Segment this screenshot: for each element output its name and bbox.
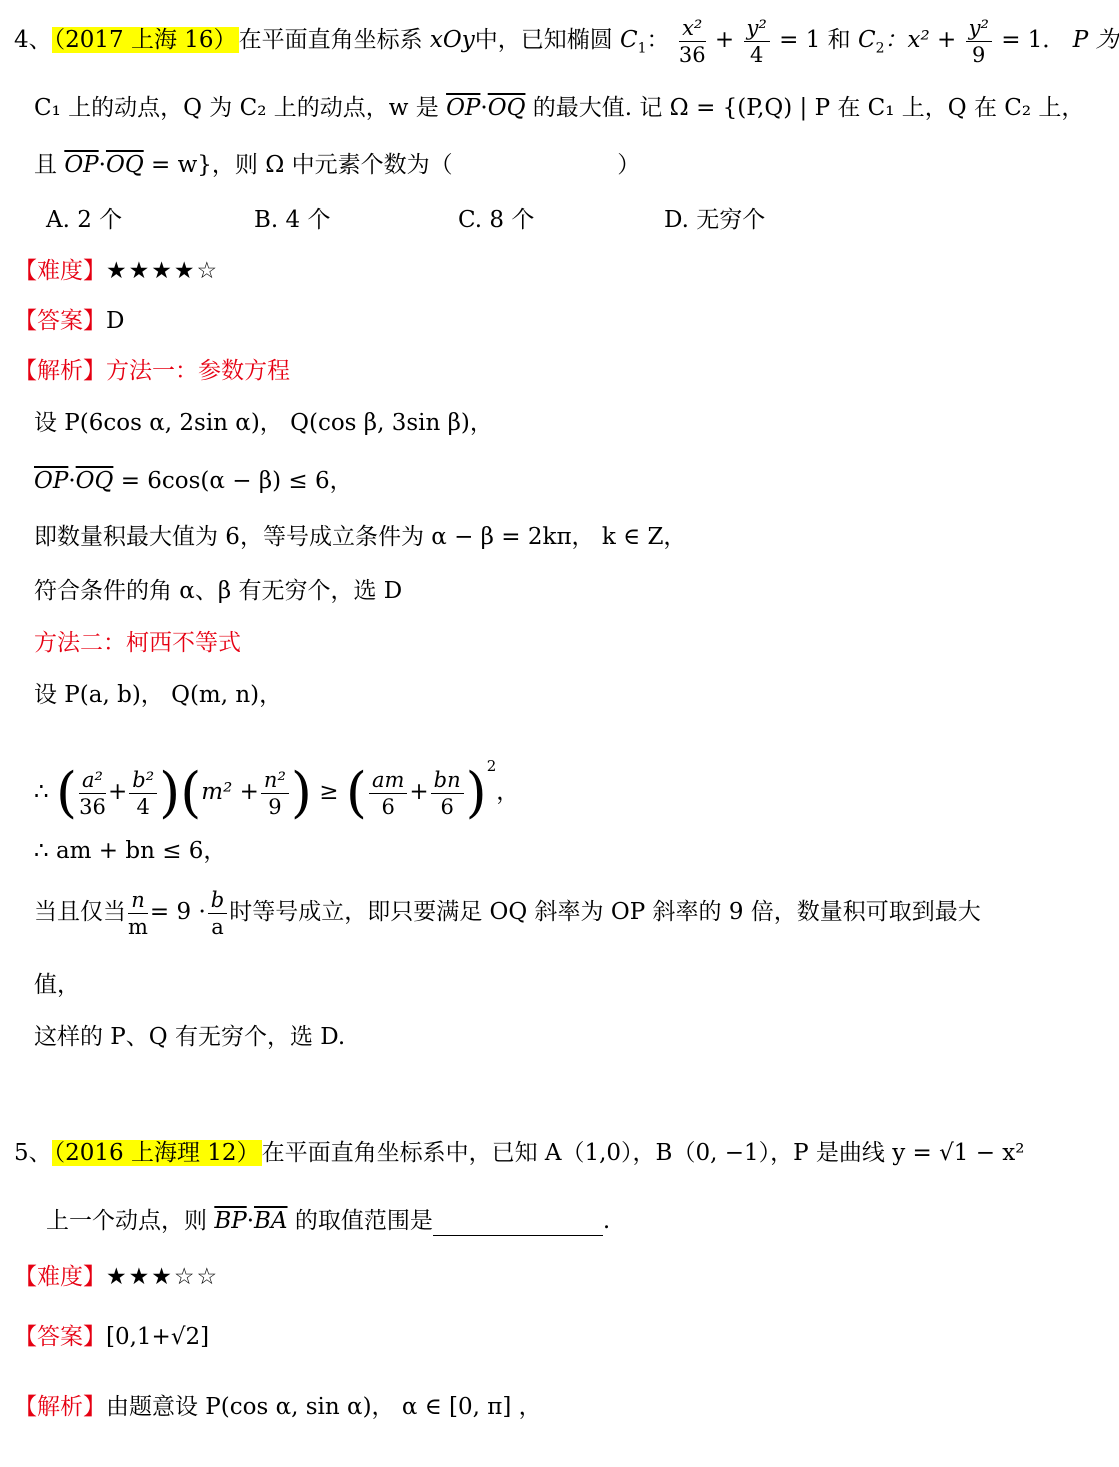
- q4-dot-2: ·: [98, 152, 106, 178]
- q4-c2-sub: 2: [875, 40, 885, 57]
- q4-stem-line1: [14, 14, 1119, 75]
- q4-m2-frac-b2-4: [129, 767, 157, 820]
- q4-method1-title: 方法一：参数方程: [106, 358, 290, 384]
- q4-m2-a: a: [211, 914, 224, 939]
- q5-stem-line1: [14, 1138, 1024, 1168]
- q4-m2-therefore: ∴: [34, 779, 49, 805]
- q4-f3-num: y²: [966, 15, 992, 42]
- q4-m2-frac-n-m: [128, 887, 148, 940]
- q4-m1-dot: ·: [68, 468, 76, 494]
- q5-source-tag: （2016 上海理 12）: [53, 1140, 260, 1166]
- q4-line3-a: 且: [34, 152, 57, 178]
- q4-m2-rparen-3: ): [465, 761, 487, 824]
- q4-line3-b: = w}，则 Ω 中元素个数为（: [151, 152, 453, 178]
- q4-m2-square: 2: [486, 757, 497, 775]
- q4-vec-oq-2: $\overline{OQ}$: [105, 152, 144, 178]
- q4-m2-36: 36: [79, 794, 106, 819]
- q4-m2-frac-b-a: [208, 887, 227, 940]
- q4-m2-b2: b²: [129, 767, 157, 794]
- q4-line2-a: C₁ 上的动点，Q 为 C₂ 上的动点，w 是: [34, 95, 439, 121]
- q5-analysis-label: 【解析】: [14, 1394, 106, 1420]
- q4-answer: [14, 306, 124, 336]
- q5-answer: [14, 1322, 209, 1352]
- q4-fraction-x2-36: [679, 15, 706, 68]
- q4-m2-4: 4: [136, 794, 150, 819]
- q4-m2-line4: [34, 884, 981, 940]
- q4-m2-l4-c: 时等号成立，即只要满足 OQ 斜率为 OP 斜率的 9 倍，数量积可取到最大: [229, 899, 981, 925]
- q4-m2-line1: 设 P(a, b)， Q(m, n)，: [34, 682, 283, 708]
- q4-m2-bn: bn: [431, 767, 464, 794]
- q5-difficulty-label: 【难度】: [14, 1264, 106, 1290]
- q5-answer-label: 【答案】: [14, 1324, 106, 1350]
- q4-f2-den: 4: [749, 42, 764, 67]
- q4-p-is: P 为: [1072, 27, 1119, 53]
- q4-m2-m2: m² +: [201, 779, 259, 805]
- q5-analysis-text: 由题意设 P(cos α, sin α)， α ∈ [0, π] ，: [106, 1394, 542, 1420]
- q4-m2-line3: ∴ am + bn ≤ 6，: [34, 838, 227, 864]
- q5-line2-b: 的取值范围是: [294, 1208, 433, 1234]
- q4-option-d: D. 无穷个: [664, 207, 766, 233]
- q4-stem-line2: [34, 93, 1084, 123]
- q4-m1-vec-oq: $\overline{OQ}$: [75, 468, 114, 494]
- q4-m1-line4: 符合条件的角 α、β 有无穷个，选 D: [34, 578, 403, 604]
- q4-m2-9: 9: [268, 794, 282, 819]
- q4-xoy: xOy: [429, 27, 475, 53]
- q4-m2-frac-n2-9: [261, 767, 289, 820]
- q4-m2-frac-a2-36: [79, 767, 106, 820]
- q4-m2-cauchy: ∴ ( $\frac{\text{a²}}{36}$ + $\frac{\text{b²}}{4}$ )(m² + $\frac{\text{n²}}{9}$ ) ≥ ( $\frac{am}{6}$ + $\frac{bn}{6}$ )$^2$，: [34, 757, 520, 824]
- q4-f1-num: x²: [679, 15, 706, 42]
- q4-m2-l4-a: 当且仅当: [34, 899, 126, 925]
- q4-m2-lparen-1: (: [55, 761, 78, 824]
- q4-plus: +: [714, 27, 735, 53]
- q4-f2-num: y²: [744, 15, 770, 42]
- q4-m2-n: n: [128, 887, 148, 914]
- q4-difficulty-stars: ★★★★☆: [106, 258, 220, 284]
- q4-method2-title: 方法二：柯西不等式: [34, 630, 241, 656]
- q4-option-b: B. 4 个: [254, 207, 331, 233]
- q5-answer-blank[interactable]: [433, 1209, 603, 1236]
- q4-m2-l4-b: = 9 ·: [149, 899, 206, 925]
- q4-line3-c: ）: [617, 152, 641, 178]
- q4-stem-text-a: 在平面直角坐标系: [238, 27, 423, 53]
- q4-answer-label: 【答案】: [14, 308, 106, 334]
- q4-m2-6a: 6: [381, 794, 395, 819]
- q4-f3-den: 9: [972, 42, 986, 67]
- q4-fraction-y2-4: [744, 15, 770, 68]
- q4-colon: ：: [646, 27, 670, 53]
- q4-c2-expr: ：x² +: [884, 27, 957, 53]
- q4-number: 4、: [14, 27, 52, 53]
- q4-m1-line1: 设 P(6cos α, 2sin α)， Q(cos β, 3sin β)，: [34, 410, 493, 436]
- q4-c1: C: [620, 27, 638, 53]
- q4-eq1: = 1 和: [779, 27, 851, 53]
- q4-fraction-y2-9: [966, 15, 992, 68]
- q4-m2-rparen-1: ): [159, 761, 181, 824]
- q4-m2-line6: 这样的 P、Q 有无穷个，选 D.: [34, 1024, 346, 1050]
- q4-m2-line5: 值，: [34, 972, 80, 998]
- q4-m2-comma: ，: [496, 779, 520, 805]
- q4-answer-value: D: [106, 308, 125, 334]
- q5-line2-c: .: [602, 1208, 611, 1234]
- q4-option-a: A. 2 个: [46, 207, 123, 233]
- q4-m2-lparen-3: (: [345, 761, 367, 824]
- q4-difficulty-label: 【难度】: [14, 258, 106, 284]
- q4-m1-line2: [34, 466, 353, 496]
- q4-m2-a2: a²: [79, 767, 106, 794]
- q4-m2-n2: n²: [261, 767, 289, 794]
- q4-analysis-header: [14, 356, 290, 386]
- q5-line2-a: 上一个动点，则: [46, 1208, 207, 1234]
- q4-c2: C: [857, 27, 876, 53]
- q4-eq2: = 1．: [1001, 27, 1066, 53]
- q4-m1-line3: 即数量积最大值为 6，等号成立条件为 α − β = 2kπ， k ∈ Z，: [34, 524, 687, 550]
- q4-m2-am: am: [369, 767, 407, 794]
- q4-m2-geq: ≥: [319, 779, 339, 805]
- q5-number: 5、: [14, 1140, 52, 1166]
- q5-vec-ba: $\overline{BA}$: [254, 1208, 288, 1234]
- q4-f1-den: 36: [678, 42, 706, 67]
- q4-m1-line2-b: = 6cos(α − β) ≤ 6，: [120, 468, 353, 494]
- q4-m1-vec-op: $\overline{OP}$: [34, 468, 69, 494]
- q4-vec-op-2: $\overline{OP}$: [64, 152, 99, 178]
- q5-stem-line2: [46, 1206, 610, 1236]
- q4-m2-m: m: [128, 914, 148, 939]
- q4-m2-lparen-2: (: [180, 761, 202, 824]
- q4-m2-rparen-2: ): [290, 761, 312, 824]
- q4-stem-text-b: 中，已知椭圆: [474, 27, 613, 53]
- q4-dot: ·: [480, 95, 488, 121]
- q4-c1-sub: 1: [637, 40, 647, 57]
- q4-source-tag: （2017 上海 16）: [53, 27, 237, 53]
- q5-vec-bp: $\overline{BP}$: [214, 1208, 247, 1234]
- q5-stem-text: 在平面直角坐标系中，已知 A（1,0），B（0, −1），P 是曲线 y = √1 − x²: [261, 1140, 1025, 1166]
- q4-analysis-label: 【解析】: [14, 358, 106, 384]
- q4-line2-b: 的最大值. 记 Ω = {(P,Q) | P 在 C₁ 上，Q 在 C₂ 上，: [532, 95, 1085, 121]
- q4-vec-op: $\overline{OP}$: [446, 95, 481, 121]
- q4-m2-frac-am-6: [369, 767, 407, 820]
- q4-stem-line3: [34, 150, 640, 180]
- q4-m2-frac-bn-6: [431, 767, 464, 820]
- q4-m2-b: b: [208, 887, 227, 914]
- q5-difficulty-stars: ★★★☆☆: [106, 1264, 220, 1290]
- q5-difficulty: [14, 1262, 219, 1292]
- q5-analysis: [14, 1392, 542, 1422]
- q4-difficulty: [14, 256, 219, 286]
- q4-m2-6b: 6: [440, 794, 454, 819]
- q5-answer-value: [0,1+√2]: [106, 1324, 210, 1350]
- q5-dot: ·: [246, 1208, 255, 1234]
- q4-vec-oq: $\overline{OQ}$: [487, 95, 526, 121]
- q4-option-c: C. 8 个: [458, 207, 535, 233]
